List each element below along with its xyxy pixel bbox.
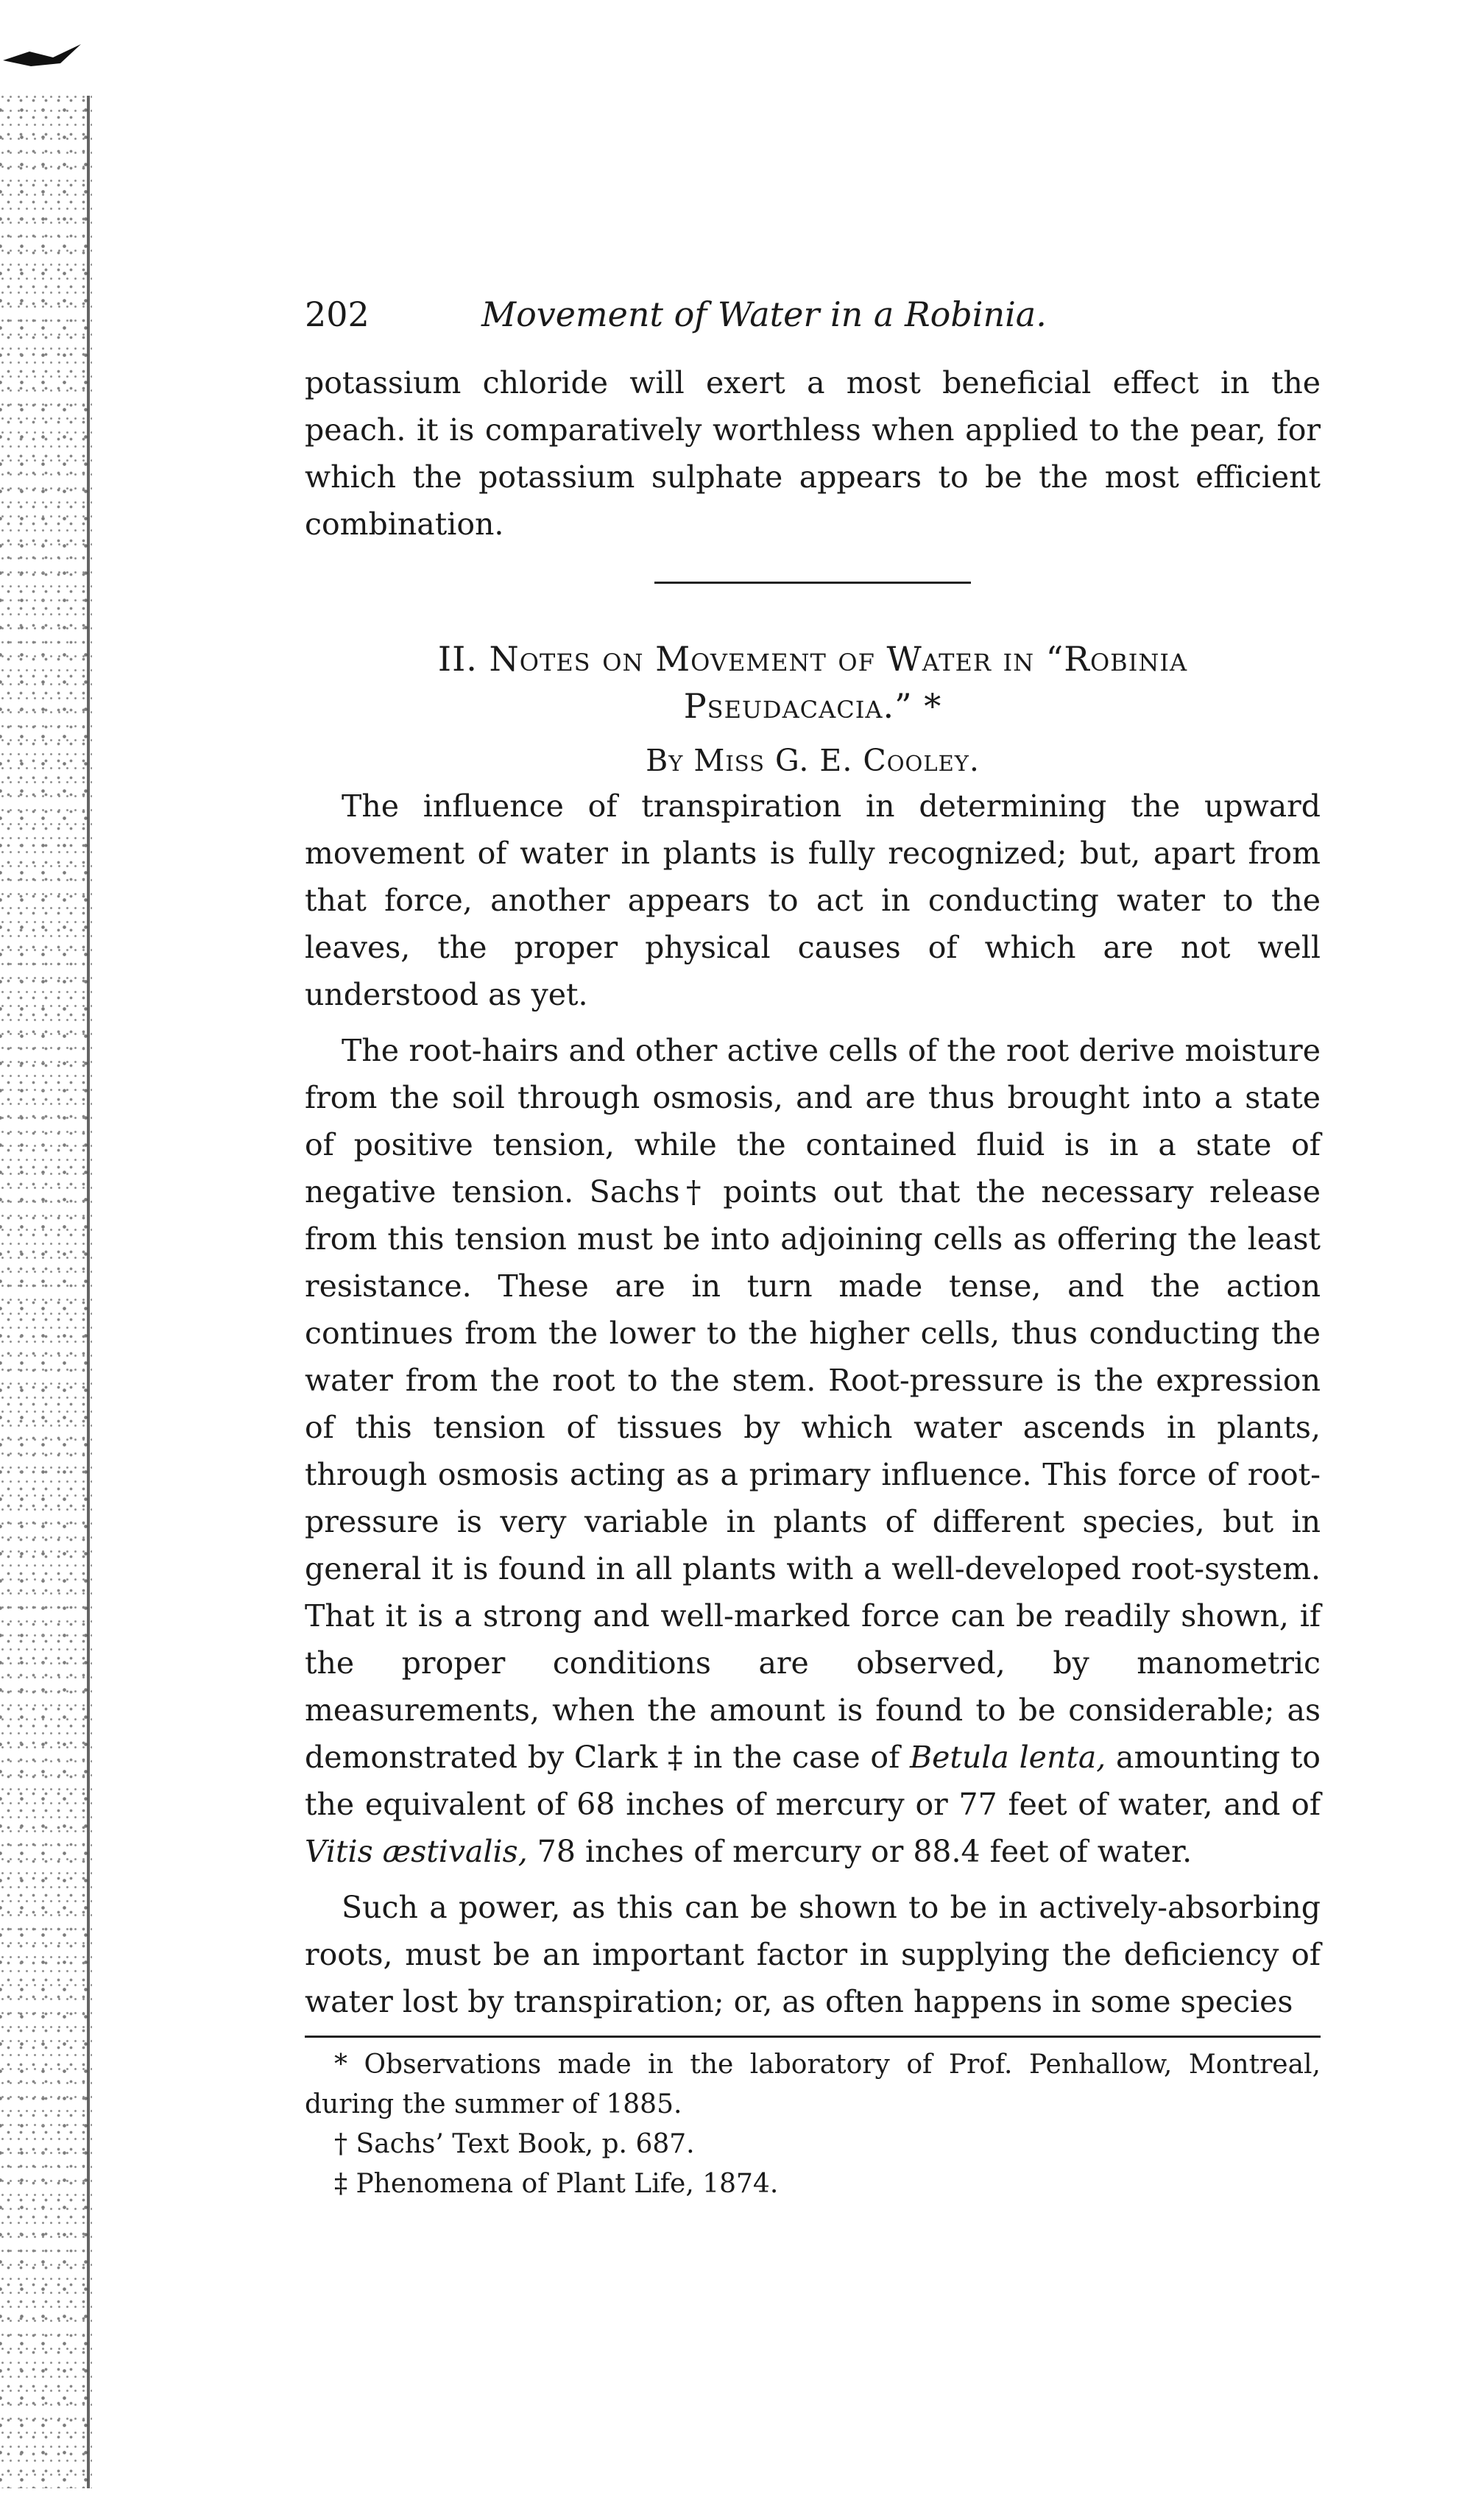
species-betula: Betula lenta, bbox=[910, 1740, 1106, 1775]
paragraph-2-end: 78 inches of mercury or 88.4 feet of water. bbox=[537, 1834, 1192, 1869]
paragraph-1: The influence of transpiration in determining the upward movement of water in plants is fully recognized; but, apart from that force, another appears to act in conducting water to the leaves, the proper physical causes of which are not well understood as yet. bbox=[305, 788, 1321, 1012]
paragraph-2 bbox=[305, 1027, 1321, 1875]
article-title-line2: Pseudacacia.” * bbox=[683, 686, 942, 726]
footnote-double-dagger: ‡ Phenomena of Plant Life, 1874. bbox=[334, 2169, 779, 2199]
binding-edge bbox=[87, 96, 90, 2488]
footnote-star: * Observations made in the laboratory of Prof. Penhallow, Montreal, during the summer of 1885. bbox=[305, 2050, 1321, 2119]
article-title bbox=[305, 635, 1321, 730]
running-title: Movement of Water in a Robinia. bbox=[481, 294, 1047, 334]
page-body bbox=[305, 294, 1321, 2204]
continuation-paragraph: potassium chloride will exert a most beneficial effect in the peach. it is comparatively worthless when applied to the pear, for which the potassium sulphate appears to be the most efficient combination. bbox=[305, 365, 1321, 542]
paragraph-2-text: The root-hairs and other active cells of the root derive moisture from the soil through osmosis, and are thus brought into a state of positive tension, while the contained fluid is in a state of negative tension. Sachs† points out that the necessary release from this tension must be into adjoining cells as offering the least resistance. These are in turn made tense, and the action continues from the lower to the higher cells, thus conducting the water from the root to the stem. Root-pressure is the expression of this tension of tissues by which water ascends in plants, through osmosis acting as a primary influence. This force of root-pressure is very variable in plants of different species, but in general it is found in all plants with a well-developed root-system. That it is a strong and well-marked force can be readily shown, if the proper conditions are observed, by manometric measurements, when the amount is found to be considerable; as demonstrated by Clark ‡ in the case of bbox=[305, 1033, 1321, 1775]
running-head bbox=[305, 294, 1321, 334]
section-divider bbox=[654, 582, 971, 584]
footnote-rule bbox=[305, 2036, 1321, 2038]
footnote-dagger: † Sachs’ Text Book, p. 687. bbox=[334, 2129, 695, 2159]
paragraph-2-mid: amounting to the equivalent of 68 inches of mercury or 77 feet of water, and of bbox=[305, 1740, 1321, 1822]
article-title-line1: II. Notes on Movement of Water in “Robinia bbox=[437, 639, 1188, 679]
corner-ink-mark bbox=[1, 41, 82, 71]
article-byline: By Miss G. E. Cooley. bbox=[646, 743, 980, 778]
scanned-margin-specks bbox=[0, 88, 92, 2488]
page-number: 202 bbox=[305, 294, 370, 334]
paragraph-3: Such a power, as this can be shown to be in actively-absorbing roots, must be an important factor in supplying the deficiency of water lost by transpiration; or, as often happens in some species bbox=[305, 1890, 1321, 2019]
species-vitis: Vitis æstivalis, bbox=[305, 1834, 528, 1869]
